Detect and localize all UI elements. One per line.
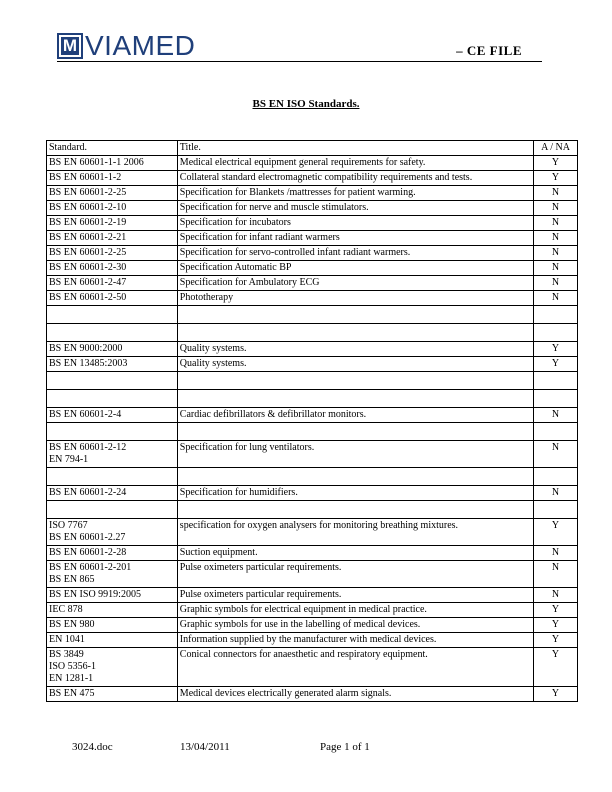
table-row	[47, 357, 578, 372]
applicable-cell: N	[534, 261, 578, 276]
table-row	[47, 519, 578, 546]
standard-code: BS EN 60601-1-2	[49, 172, 122, 183]
title-cell: Pulse oximeters particular requirements.	[177, 588, 533, 603]
table-row	[47, 603, 578, 618]
standard-cell	[47, 276, 178, 291]
standard-cell	[47, 216, 178, 231]
applicable-cell: Y	[534, 633, 578, 648]
standard-code: EN 1281-1	[49, 673, 94, 684]
standard-cell	[47, 408, 178, 423]
table-row	[47, 156, 578, 171]
empty-cell	[534, 423, 578, 441]
table-row	[47, 486, 578, 501]
standard-code: BS EN 475	[49, 688, 95, 699]
empty-cell	[177, 423, 533, 441]
table-row-blank	[47, 468, 578, 486]
applicable-cell: Y	[534, 618, 578, 633]
standard-code: BS EN ISO 9919:2005	[49, 589, 141, 600]
empty-cell	[47, 501, 178, 519]
title-cell: Pulse oximeters particular requirements.	[177, 561, 533, 588]
table-row	[47, 633, 578, 648]
empty-cell	[47, 390, 178, 408]
applicable-cell: N	[534, 186, 578, 201]
table-row	[47, 201, 578, 216]
title-cell: Collateral standard electromagnetic compatibility requirements and tests.	[177, 171, 533, 186]
standards-table	[46, 140, 578, 702]
standard-code: BS EN 980	[49, 619, 95, 630]
title-cell: Specification for lung ventilators.	[177, 441, 533, 468]
title-cell: Suction equipment.	[177, 546, 533, 561]
standard-cell	[47, 291, 178, 306]
applicable-cell: N	[534, 201, 578, 216]
title-cell: Quality systems.	[177, 342, 533, 357]
applicable-cell: N	[534, 561, 578, 588]
empty-cell	[47, 372, 178, 390]
standard-code: BS EN 60601-2.27	[49, 532, 126, 543]
applicable-cell: N	[534, 588, 578, 603]
table-row-blank	[47, 372, 578, 390]
applicable-cell: Y	[534, 519, 578, 546]
table-row-blank	[47, 306, 578, 324]
empty-cell	[47, 306, 178, 324]
empty-cell	[177, 372, 533, 390]
table-row	[47, 408, 578, 423]
applicable-cell: Y	[534, 603, 578, 618]
standard-code: IEC 878	[49, 604, 83, 615]
applicable-cell: N	[534, 441, 578, 468]
standard-cell	[47, 171, 178, 186]
title-cell: Cardiac defibrillators & defibrillator monitors.	[177, 408, 533, 423]
title-cell: Conical connectors for anaesthetic and respiratory equipment.	[177, 648, 533, 687]
standard-cell	[47, 486, 178, 501]
footer-date: 13/04/2011	[180, 741, 230, 753]
applicable-cell: N	[534, 246, 578, 261]
standard-cell	[47, 357, 178, 372]
standard-code: BS EN 60601-2-19	[49, 217, 127, 228]
standard-cell	[47, 231, 178, 246]
standard-code: BS EN 60601-2-24	[49, 487, 127, 498]
standard-cell	[47, 603, 178, 618]
empty-cell	[47, 423, 178, 441]
applicable-cell: N	[534, 216, 578, 231]
footer-page-number: Page 1 of 1	[320, 741, 370, 753]
standard-code: BS EN 60601-2-30	[49, 262, 127, 273]
table-row-blank	[47, 390, 578, 408]
standard-code: ISO 7767	[49, 520, 88, 531]
standard-code: BS EN 13485:2003	[49, 358, 128, 369]
table-row	[47, 171, 578, 186]
standard-code: BS EN 60601-2-28	[49, 547, 127, 558]
table-row	[47, 216, 578, 231]
table-row	[47, 441, 578, 468]
standard-cell	[47, 561, 178, 588]
title-cell: Specification Automatic BP	[177, 261, 533, 276]
title-cell: specification for oxygen analysers for monitoring breathing mixtures.	[177, 519, 533, 546]
table-row	[47, 261, 578, 276]
empty-cell	[534, 390, 578, 408]
empty-cell	[534, 468, 578, 486]
applicable-cell: N	[534, 291, 578, 306]
standard-code: BS EN 60601-2-50	[49, 292, 127, 303]
applicable-cell: Y	[534, 648, 578, 687]
table-row-blank	[47, 324, 578, 342]
standard-code: BS EN 60601-2-10	[49, 202, 127, 213]
title-cell: Graphic symbols for use in the labelling of medical devices.	[177, 618, 533, 633]
header-divider	[57, 61, 542, 62]
title-cell: Graphic symbols for electrical equipment in medical practice.	[177, 603, 533, 618]
applicable-cell: Y	[534, 357, 578, 372]
standard-code: BS EN 60601-2-201	[49, 562, 132, 573]
table-row	[47, 687, 578, 702]
empty-cell	[534, 501, 578, 519]
standard-cell	[47, 618, 178, 633]
page-title: BS EN ISO Standards.	[252, 98, 360, 110]
standard-code: BS EN 60601-2-21	[49, 232, 127, 243]
table-row	[47, 276, 578, 291]
standard-code: BS EN 60601-2-12	[49, 442, 127, 453]
empty-cell	[47, 468, 178, 486]
title-cell: Medical devices electrically generated alarm signals.	[177, 687, 533, 702]
table-row	[47, 648, 578, 687]
standard-code: BS EN 60601-2-4	[49, 409, 122, 420]
title-cell: Specification for humidifiers.	[177, 486, 533, 501]
title-cell: Phototherapy	[177, 291, 533, 306]
title-cell: Specification for incubators	[177, 216, 533, 231]
applicable-cell: N	[534, 546, 578, 561]
applicable-cell: N	[534, 408, 578, 423]
standard-code: BS EN 60601-1-1 2006	[49, 157, 144, 168]
standard-code: ISO 5356-1	[49, 661, 96, 672]
standard-code: EN 794-1	[49, 454, 89, 465]
standard-cell	[47, 201, 178, 216]
applicable-cell: Y	[534, 156, 578, 171]
title-cell: Specification for servo-controlled infant radiant warmers.	[177, 246, 533, 261]
title-cell: Quality systems.	[177, 357, 533, 372]
standard-cell	[47, 546, 178, 561]
title-cell: Specification for infant radiant warmers	[177, 231, 533, 246]
table-row	[47, 342, 578, 357]
standard-cell	[47, 156, 178, 171]
empty-cell	[177, 306, 533, 324]
empty-cell	[177, 390, 533, 408]
table-row	[47, 588, 578, 603]
standard-code: EN 1041	[49, 634, 85, 645]
empty-cell	[177, 324, 533, 342]
title-cell: Specification for Blankets /mattresses for patient warming.	[177, 186, 533, 201]
standard-cell	[47, 441, 178, 468]
applicable-cell: N	[534, 231, 578, 246]
table-header-row	[47, 141, 578, 156]
title-cell: Specification for Ambulatory ECG	[177, 276, 533, 291]
empty-cell	[534, 324, 578, 342]
table-row	[47, 618, 578, 633]
table-row-blank	[47, 501, 578, 519]
table-row	[47, 291, 578, 306]
empty-cell	[177, 468, 533, 486]
standard-code: BS EN 60601-2-25	[49, 187, 127, 198]
header-standard: Standard.	[47, 141, 178, 156]
applicable-cell: Y	[534, 342, 578, 357]
viamed-logo	[57, 30, 196, 61]
header-title: Title.	[177, 141, 533, 156]
standard-code: BS EN 60601-2-25	[49, 247, 127, 258]
empty-cell	[534, 372, 578, 390]
standard-code: BS 3849	[49, 649, 84, 660]
table-row	[47, 246, 578, 261]
standard-cell	[47, 588, 178, 603]
standards-table-body	[47, 156, 578, 702]
standard-code: BS EN 60601-2-47	[49, 277, 127, 288]
standard-cell	[47, 246, 178, 261]
table-row-blank	[47, 423, 578, 441]
footer-filename: 3024.doc	[72, 741, 113, 753]
empty-cell	[47, 324, 178, 342]
standard-cell	[47, 519, 178, 546]
applicable-cell: N	[534, 486, 578, 501]
table-row	[47, 231, 578, 246]
table-row	[47, 546, 578, 561]
standard-code: BS EN 865	[49, 574, 95, 585]
standard-cell	[47, 261, 178, 276]
logo-text: VIAMED	[85, 30, 196, 61]
title-cell: Medical electrical equipment general requirements for safety.	[177, 156, 533, 171]
title-cell: Information supplied by the manufacturer with medical devices.	[177, 633, 533, 648]
applicable-cell: N	[534, 276, 578, 291]
ce-file-label: – CE FILE	[456, 43, 522, 58]
standard-cell	[47, 648, 178, 687]
standard-cell	[47, 633, 178, 648]
standard-code: BS EN 9000:2000	[49, 343, 123, 354]
standard-cell	[47, 186, 178, 201]
empty-cell	[177, 501, 533, 519]
standard-cell	[47, 687, 178, 702]
applicable-cell: Y	[534, 171, 578, 186]
standard-cell	[47, 342, 178, 357]
title-cell: Specification for nerve and muscle stimulators.	[177, 201, 533, 216]
table-row	[47, 561, 578, 588]
header-applicable: A / NA	[534, 141, 578, 156]
applicable-cell: Y	[534, 687, 578, 702]
table-row	[47, 186, 578, 201]
empty-cell	[534, 306, 578, 324]
logo-mark-icon: M	[57, 33, 83, 59]
